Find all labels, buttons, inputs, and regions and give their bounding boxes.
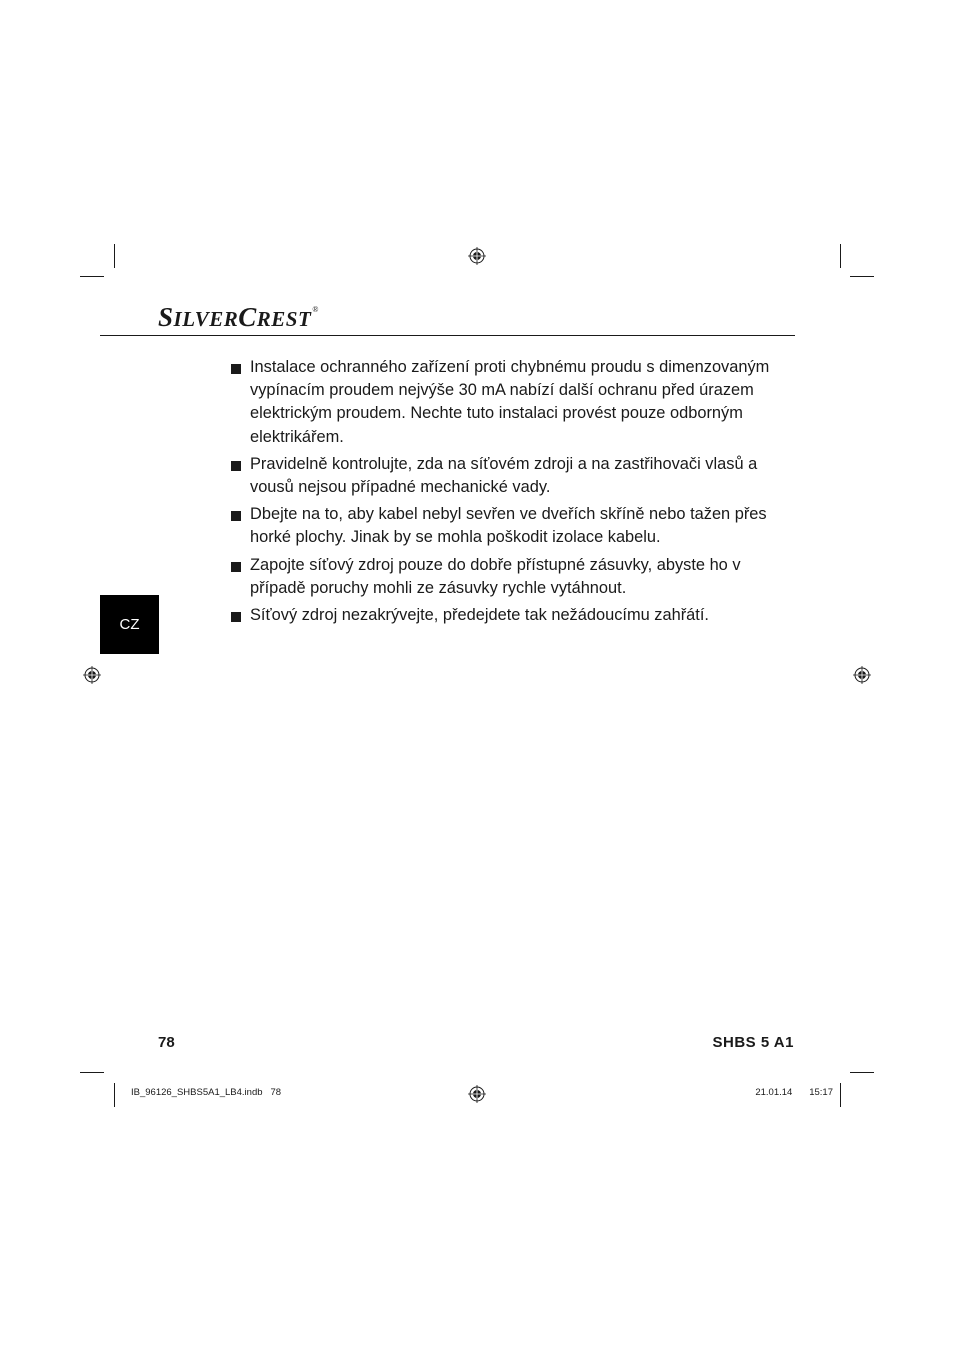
crop-mark-top-left-v [114,244,115,268]
square-bullet-icon [231,562,241,572]
crop-mark-bottom-right-v [840,1083,841,1107]
list-item-text: Síťový zdroj nezakrývejte, předejdete tak nežádoucímu zahřátí. [250,606,709,625]
safety-bullet-list [231,356,791,631]
square-bullet-icon [231,364,241,374]
slug-date-time: 21.01.14 15:17 [755,1087,833,1098]
list-item [231,604,791,627]
square-bullet-icon [231,461,241,471]
list-item-text: Pravidelně kontrolujte, zda na síťovém zdroji a na zastřihovači vlasů a vousů nejsou případné mechanické vady. [250,454,758,497]
slug-file-info: IB_96126_SHBS5A1_LB4.indb 78 [131,1087,282,1098]
list-item [231,554,791,600]
logo-text-rest: REST [256,307,312,331]
registered-mark: ® [312,305,319,314]
registration-mark-icon [468,1085,486,1103]
registration-mark-icon [468,247,486,265]
crop-mark-bottom-left-v [114,1083,115,1107]
logo-initial-c: C [238,302,257,332]
language-tab-label: CZ [119,616,140,633]
silvercrest-logo [158,302,319,333]
page-number: 78 [158,1034,175,1051]
registration-mark-icon [853,666,871,684]
logo-initial-s: S [158,302,174,332]
square-bullet-icon [231,511,241,521]
list-item [231,503,791,549]
language-tab [100,595,159,654]
list-item [231,356,791,449]
crop-mark-bottom-left-h [80,1072,104,1073]
crop-mark-top-right-v [840,244,841,268]
crop-mark-top-right-h [850,276,874,277]
list-item-text: Zapojte síťový zdroj pouze do dobře přístupné zásuvky, abyste ho v případě poruchy mohli ze zásuvky rychle vytáhnout. [250,555,741,597]
list-item-text: Dbejte na to, aby kabel nebyl sevřen ve dveřích skříně nebo tažen přes horké plochy. Jinak by se mohla poškodit izolace kabelu. [250,505,767,547]
logo-text-ilver: ILVER [173,307,239,331]
square-bullet-icon [231,612,241,622]
header-rule [100,335,795,336]
registration-mark-icon [83,666,101,684]
crop-mark-bottom-right-h [850,1072,874,1073]
list-item [231,453,791,499]
list-item-text: Instalace ochranného zařízení proti chybnému proudu s dimenzovaným vypínacím proudem nejvýše 30 mA nabízí další ochranu před úrazem elektrickým proudem. Nechte tuto instalaci provést pouze odborným elektrikářem. [250,358,770,446]
crop-mark-top-left-h [80,276,104,277]
model-number: SHBS 5 A1 [712,1034,794,1051]
